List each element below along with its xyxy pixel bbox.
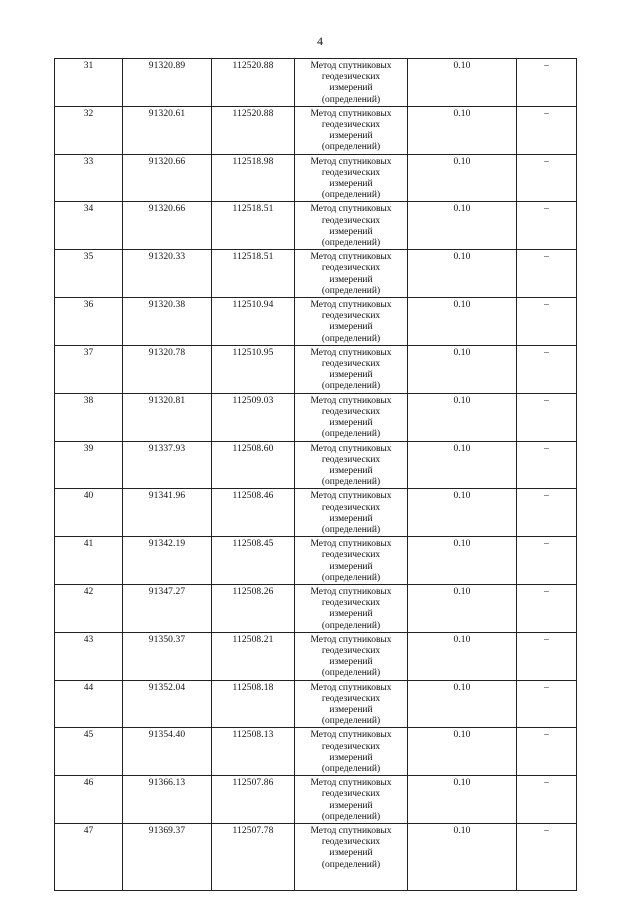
method-line: (определений) [321,668,381,679]
method-line: геодезических [321,72,381,83]
dash-cell: – [517,393,577,441]
accuracy-cell: 0.10 [408,298,517,346]
table-row [55,393,577,441]
accuracy-cell: 0.10 [408,202,517,250]
method-cell [295,59,408,107]
method-line: Метод спутниковых [310,730,392,741]
method-line: геодезических [321,837,381,848]
accuracy-cell: 0.10 [408,776,517,824]
point-number-cell: 37 [55,345,123,393]
method-line: Метод спутниковых [310,443,392,454]
method-line: Метод спутниковых [310,826,392,836]
method-line: геодезических [321,454,381,465]
method-cell [295,728,408,776]
table-row [55,202,577,250]
point-number-cell: 35 [55,250,123,298]
y-coordinate-cell: 112508.60 [212,441,295,489]
method-line: Метод спутниковых [310,395,392,406]
method-line: (определений) [321,811,381,822]
y-coordinate-cell: 112510.95 [212,345,295,393]
x-coordinate-cell: 91320.61 [123,106,212,154]
table-row [55,250,577,298]
method-line: геодезических [321,550,381,561]
method-line: измерений [329,370,373,381]
y-coordinate-cell: 112509.03 [212,393,295,441]
method-cell [295,345,408,393]
accuracy-cell: 0.10 [408,728,517,776]
table-row [55,728,577,776]
method-cell [295,154,408,202]
table-row [55,680,577,728]
dash-cell: – [517,154,577,202]
point-number-cell: 32 [55,106,123,154]
table-row [55,632,577,680]
method-line: Метод спутниковых [310,778,392,789]
y-coordinate-cell: 112507.78 [212,824,295,891]
method-cell [295,632,408,680]
method-line: геодезических [321,502,381,513]
method-cell [295,489,408,537]
y-coordinate-cell: 112510.94 [212,298,295,346]
method-line: геодезических [321,359,381,370]
point-number-cell: 45 [55,728,123,776]
page-number: 4 [317,34,323,48]
method-cell [295,202,408,250]
method-line: (определений) [321,572,381,583]
dash-cell: – [517,824,577,891]
table-row [55,154,577,202]
method-line: измерений [329,274,373,285]
method-line: измерений [329,513,373,524]
y-coordinate-cell: 112508.46 [212,489,295,537]
method-line: Метод спутниковых [310,204,392,215]
method-cell [295,298,408,346]
point-number-cell: 41 [55,537,123,585]
method-line: (определений) [321,763,381,774]
method-line: (определений) [321,285,381,296]
method-line: Метод спутниковых [310,108,392,119]
method-cell [295,680,408,728]
x-coordinate-cell: 91320.66 [123,202,212,250]
method-line: (определений) [321,238,381,249]
method-line: геодезических [321,741,381,752]
y-coordinate-cell: 112518.51 [212,202,295,250]
method-line: геодезических [321,167,381,178]
x-coordinate-cell: 91354.40 [123,728,212,776]
x-coordinate-cell: 91320.38 [123,298,212,346]
y-coordinate-cell: 112508.21 [212,632,295,680]
table-row [55,584,577,632]
x-coordinate-cell: 91341.96 [123,489,212,537]
method-line: Метод спутниковых [310,156,392,167]
method-line: измерений [329,561,373,572]
dash-cell: – [517,537,577,585]
y-coordinate-cell: 112508.45 [212,537,295,585]
table-row [55,489,577,537]
dash-cell: – [517,441,577,489]
table-row [55,537,577,585]
x-coordinate-cell: 91352.04 [123,680,212,728]
table-row [55,106,577,154]
method-line: (определений) [321,524,381,535]
method-line: измерений [329,418,373,429]
dash-cell: – [517,776,577,824]
method-line: измерений [329,800,373,811]
y-coordinate-cell: 112507.86 [212,776,295,824]
dash-cell: – [517,728,577,776]
y-coordinate-cell: 112508.18 [212,680,295,728]
y-coordinate-cell: 112518.98 [212,154,295,202]
method-line: измерений [329,609,373,620]
dash-cell: – [517,345,577,393]
x-coordinate-cell: 91320.66 [123,154,212,202]
accuracy-cell: 0.10 [408,584,517,632]
method-line: (определений) [321,381,381,392]
y-coordinate-cell: 112520.88 [212,59,295,107]
coordinates-table [54,58,577,891]
table-body [55,59,577,891]
x-coordinate-cell: 91320.81 [123,393,212,441]
table-row [55,298,577,346]
method-line: (определений) [321,620,381,631]
method-line: Метод спутниковых [310,682,392,693]
method-line: (определений) [321,333,381,344]
method-line: геодезических [321,693,381,704]
method-line: (определений) [321,859,381,870]
point-number-cell: 31 [55,59,123,107]
accuracy-cell: 0.10 [408,59,517,107]
method-line: (определений) [321,429,381,440]
y-coordinate-cell: 112518.51 [212,250,295,298]
table-row [55,345,577,393]
point-number-cell: 42 [55,584,123,632]
method-line: измерений [329,131,373,142]
x-coordinate-cell: 91369.37 [123,824,212,891]
method-line: геодезических [321,645,381,656]
dash-cell: – [517,680,577,728]
accuracy-cell: 0.10 [408,154,517,202]
accuracy-cell: 0.10 [408,106,517,154]
point-number-cell: 38 [55,393,123,441]
method-line: геодезических [321,406,381,417]
method-cell [295,537,408,585]
dash-cell: – [517,202,577,250]
accuracy-cell: 0.10 [408,489,517,537]
method-line: Метод спутниковых [310,491,392,502]
x-coordinate-cell: 91337.93 [123,441,212,489]
method-line: измерений [329,322,373,333]
y-coordinate-cell: 112508.26 [212,584,295,632]
table-row [55,776,577,824]
method-line: измерений [329,752,373,763]
method-line: геодезических [321,215,381,226]
method-cell [295,393,408,441]
dash-cell: – [517,59,577,107]
method-line: Метод спутниковых [310,300,392,311]
point-number-cell: 46 [55,776,123,824]
accuracy-cell: 0.10 [408,824,517,891]
method-cell [295,106,408,154]
table-row [55,824,577,891]
dash-cell: – [517,298,577,346]
point-number-cell: 43 [55,632,123,680]
method-line: (определений) [321,477,381,488]
method-line: геодезических [321,789,381,800]
method-line: Метод спутниковых [310,347,392,358]
method-cell [295,250,408,298]
method-line: Метод спутниковых [310,634,392,645]
point-number-cell: 39 [55,441,123,489]
method-cell [295,776,408,824]
method-line: Метод спутниковых [310,586,392,597]
method-line: (определений) [321,142,381,153]
dash-cell: – [517,250,577,298]
method-line: (определений) [321,94,381,105]
x-coordinate-cell: 91366.13 [123,776,212,824]
point-number-cell: 33 [55,154,123,202]
method-line: измерений [329,848,373,859]
dash-cell: – [517,489,577,537]
method-cell [295,824,408,891]
method-line: (определений) [321,190,381,201]
method-line: измерений [329,226,373,237]
x-coordinate-cell: 91347.27 [123,584,212,632]
method-line: геодезических [321,263,381,274]
method-line: (определений) [321,716,381,727]
method-line: измерений [329,179,373,190]
accuracy-cell: 0.10 [408,680,517,728]
point-number-cell: 40 [55,489,123,537]
accuracy-cell: 0.10 [408,345,517,393]
point-number-cell: 36 [55,298,123,346]
x-coordinate-cell: 91342.19 [123,537,212,585]
method-line: измерений [329,704,373,715]
point-number-cell: 34 [55,202,123,250]
dash-cell: – [517,106,577,154]
method-line: измерений [329,83,373,94]
dash-cell: – [517,632,577,680]
method-cell [295,584,408,632]
x-coordinate-cell: 91320.89 [123,59,212,107]
point-number-cell: 44 [55,680,123,728]
method-line: Метод спутниковых [310,252,392,263]
method-line: Метод спутниковых [310,61,392,71]
y-coordinate-cell: 112520.88 [212,106,295,154]
method-line: измерений [329,657,373,668]
dash-cell: – [517,584,577,632]
y-coordinate-cell: 112508.13 [212,728,295,776]
method-line: геодезических [321,120,381,131]
point-number-cell: 47 [55,824,123,891]
accuracy-cell: 0.10 [408,250,517,298]
method-cell [295,441,408,489]
method-line: измерений [329,465,373,476]
accuracy-cell: 0.10 [408,632,517,680]
method-line: Метод спутниковых [310,539,392,550]
method-line: геодезических [321,598,381,609]
table-row [55,59,577,107]
method-line: геодезических [321,311,381,322]
x-coordinate-cell: 91350.37 [123,632,212,680]
accuracy-cell: 0.10 [408,441,517,489]
accuracy-cell: 0.10 [408,537,517,585]
x-coordinate-cell: 91320.33 [123,250,212,298]
x-coordinate-cell: 91320.78 [123,345,212,393]
accuracy-cell: 0.10 [408,393,517,441]
table-row [55,441,577,489]
